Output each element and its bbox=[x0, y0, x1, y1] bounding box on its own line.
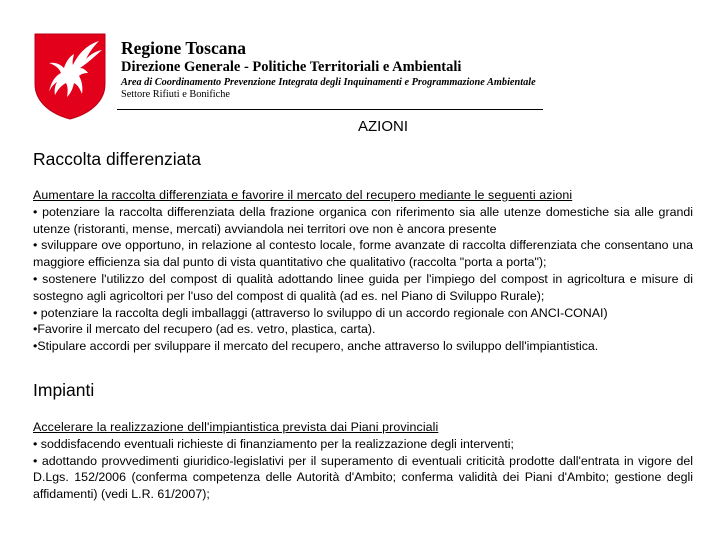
section-body-raccolta bbox=[33, 187, 693, 355]
section-subheading: Accelerare la realizzazione dell'impiantistica prevista dai Piani provinciali bbox=[33, 420, 439, 434]
list-item: • sviluppare ove opportuno, in relazione al contesto locale, forme avanzate di raccolta differenziata che consentano una maggiore efficienza sia dal punto di vista quantitativo che qualitativo (raccolta "porta a porta"); bbox=[33, 238, 693, 270]
list-item: • soddisfacendo eventuali richieste di finanziamento per la realizzazione degli interventi; bbox=[33, 436, 514, 451]
list-item: • adottando provvedimenti giuridico-legislativi per il superamento di eventuali criticità prodotte dall'entrata in vigore del D.Lgs. 152/2006 (conferma competenza delle Autorità d'Ambito; conferma validità dei Piani d'Ambito; gestione degli affidamenti) (vedi L.R. 61/2007); bbox=[33, 453, 693, 502]
letterhead bbox=[33, 32, 543, 122]
list-item: • sostenere l'utilizzo del compost di qualità adottando linee guida per l'impiego del compost in agricoltura e misure di sostegno agli agricoltori per l'uso del compost di qualità (ad es. nel Piano di Sviluppo Rurale); bbox=[33, 271, 693, 303]
document-title: AZIONI bbox=[358, 118, 409, 135]
office-name: Settore Rifiuti e Bonifiche bbox=[121, 89, 230, 100]
section-body-impianti bbox=[33, 419, 693, 503]
organization-text bbox=[121, 38, 536, 101]
list-item: • potenziare la raccolta degli imballaggi (attraverso lo sviluppo di un accordo regionale con ANCI-CONAI) bbox=[33, 305, 608, 320]
department-name: Direzione Generale - Politiche Territoriali e Ambientali bbox=[121, 59, 462, 75]
list-item: • potenziare la raccolta differenziata della frazione organica con riferimento sia alle utenze domestiche sia alle grandi utenze (ristoranti, mense, mercati) avviandola nei territori ove non è ancora presente bbox=[33, 204, 693, 236]
list-item: •Favorire il mercato del recupero (ad es. vetro, plastica, carta). bbox=[33, 322, 376, 337]
list-item: •Stipulare accordi per sviluppare il mercato del recupero, anche attraverso lo sviluppo dell'impiantistica. bbox=[33, 339, 599, 354]
org-name: Regione Toscana bbox=[121, 38, 246, 58]
section-subheading: Aumentare la raccolta differenziata e favorire il mercato del recupero mediante le seguenti azioni bbox=[33, 188, 573, 202]
header-divider bbox=[117, 109, 543, 110]
section-title-impianti: Impianti bbox=[33, 380, 95, 400]
regione-toscana-pegasus-logo-icon bbox=[33, 32, 107, 120]
section-title-raccolta: Raccolta differenziata bbox=[33, 149, 201, 169]
area-name: Area di Coordinamento Prevenzione Integrata degli Inquinamenti e Programmazione Ambientale bbox=[121, 77, 536, 88]
